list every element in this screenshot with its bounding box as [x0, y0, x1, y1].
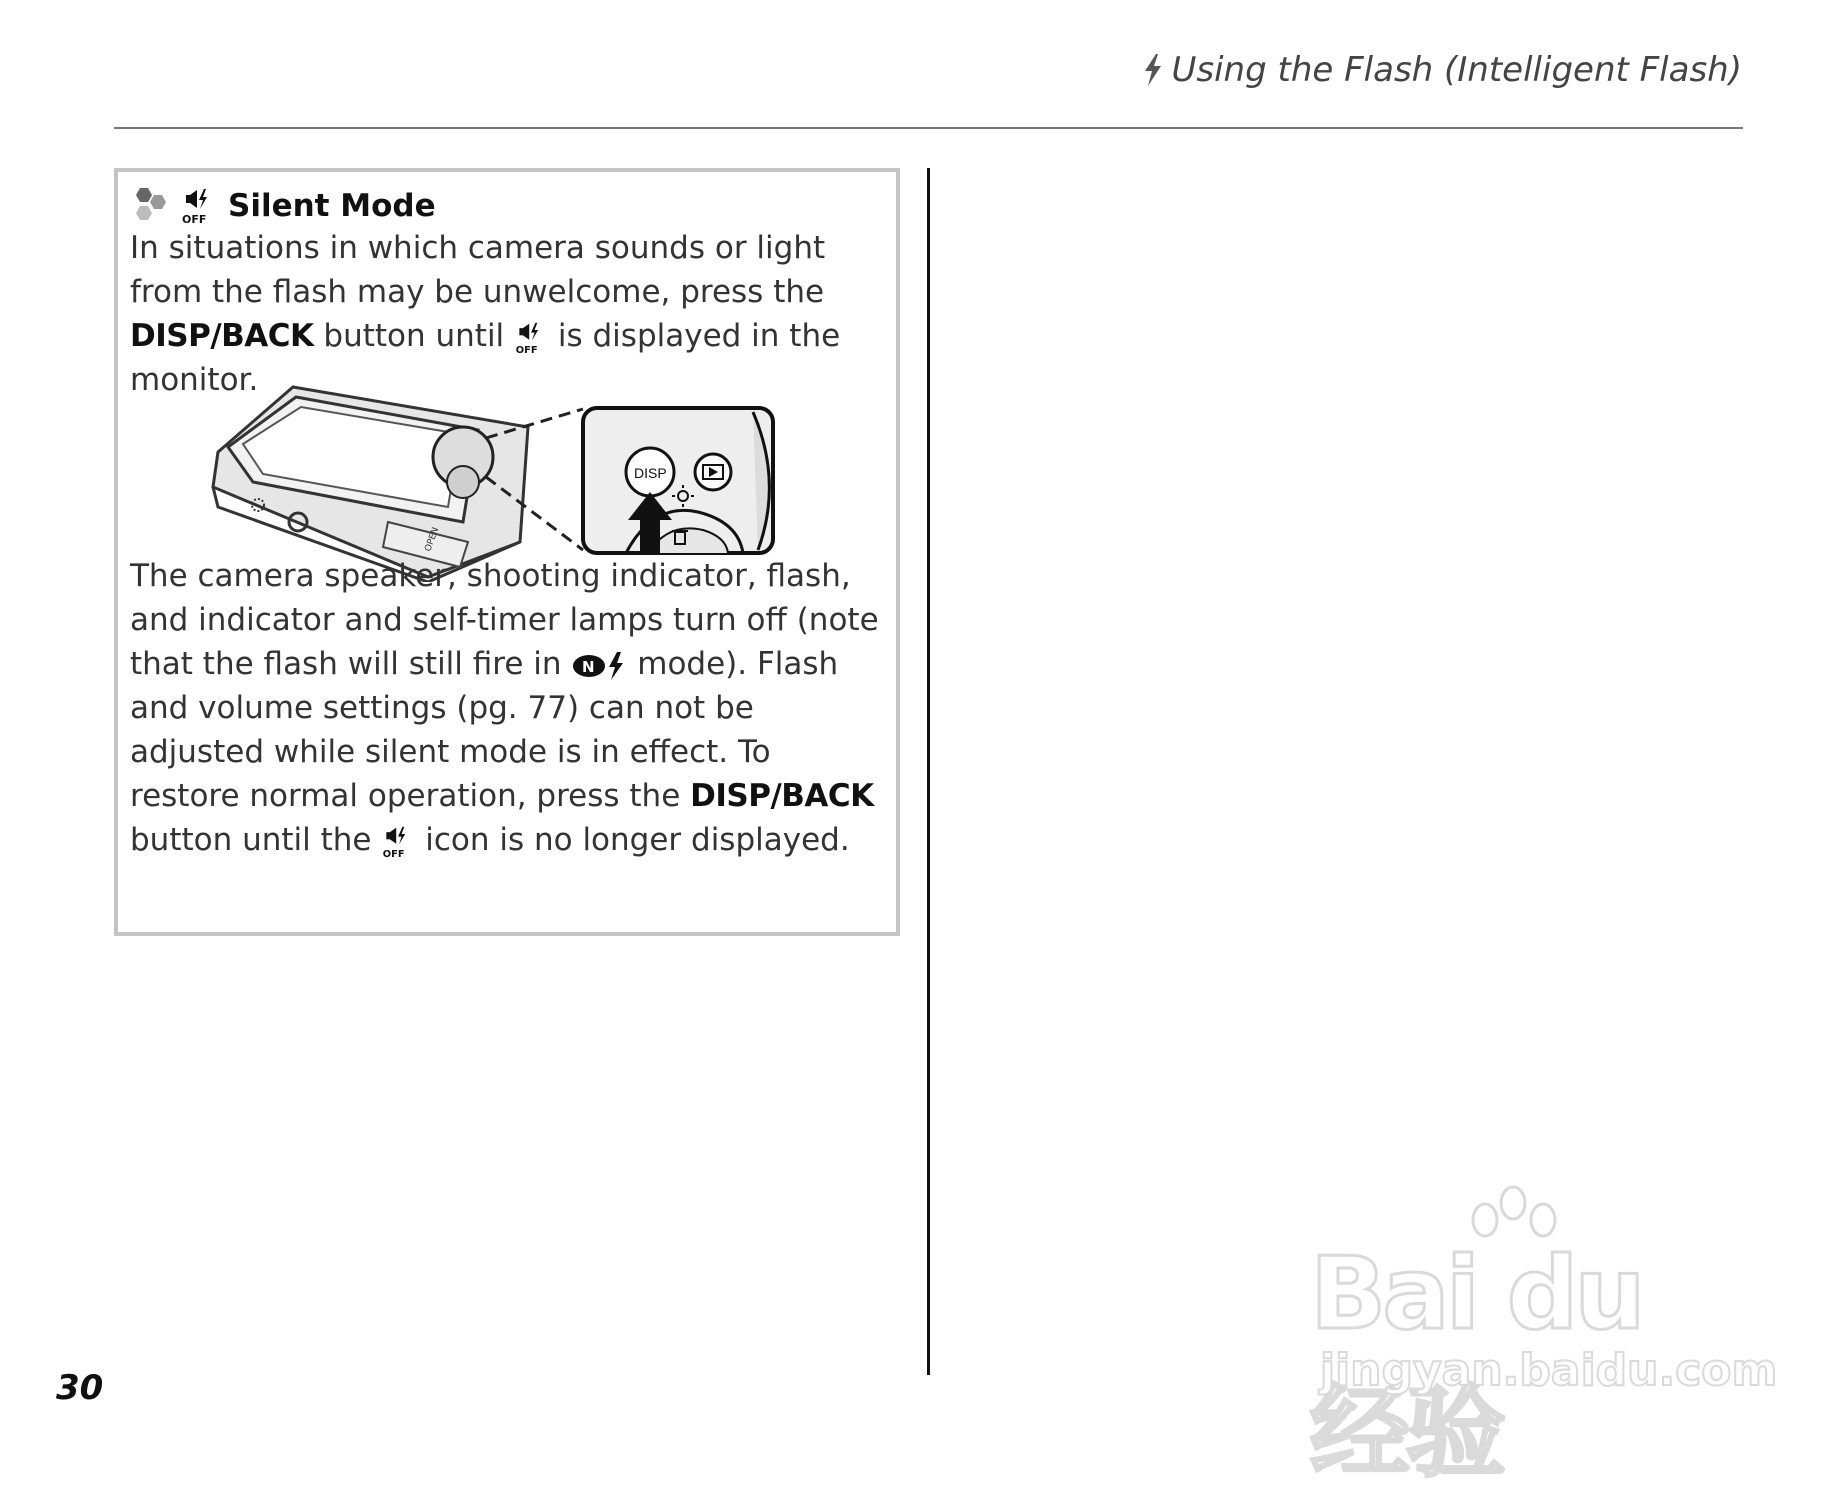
header-title: Using the Flash (Intelligent Flash)	[1171, 50, 1742, 90]
intro-text-3: is displayed in the monitor.	[130, 318, 841, 398]
zoom-panel	[583, 408, 773, 554]
intro-text-2: button until	[313, 318, 515, 354]
svg-text:N: N	[582, 657, 595, 676]
page-number: 30	[56, 1368, 104, 1408]
header-rule	[114, 127, 1743, 129]
open-label: OPEN	[423, 526, 442, 554]
box-title	[130, 184, 436, 228]
camera-body	[213, 387, 528, 582]
tip-hexagons-icon	[130, 186, 170, 226]
disp-button-label: DISP	[634, 465, 667, 481]
camera-illustration	[198, 372, 838, 582]
watermark-url: jingyan.baidu.com	[1320, 1345, 1778, 1396]
detail-text-3: button until the	[130, 822, 382, 858]
detail-text-2: mode). Flash and volume settings (pg. 77) can not be adjusted while silent mode is in effect. To restore normal operation, press the	[130, 646, 839, 814]
disp-back-label: DISP/BACK	[130, 318, 314, 354]
baidu-watermark	[1310, 1185, 1778, 1491]
silent-mode-icon	[514, 320, 548, 356]
svg-text:OFF: OFF	[515, 344, 538, 356]
detail-paragraph	[130, 554, 890, 862]
intelligent-flash-icon	[571, 651, 627, 681]
silent-mode-icon	[381, 824, 415, 860]
disp-back-label-2: DISP/BACK	[690, 778, 874, 814]
watermark-brand: Bai du 经验	[1310, 1235, 1642, 1491]
running-header	[1142, 50, 1742, 90]
column-divider	[927, 168, 930, 1375]
intro-text-1: In situations in which camera sounds or light from the flash may be unwelcome, press the	[130, 230, 826, 310]
flash-icon	[1142, 54, 1164, 86]
detail-text-4: icon is no longer displayed.	[415, 822, 850, 858]
box-title-text: Silent Mode	[228, 188, 436, 224]
detail-text-1: The camera speaker, shooting indicator, flash, and indicator and self-timer lamps turn off (note that the flash will still fire in	[130, 558, 879, 682]
svg-text:OFF: OFF	[383, 848, 405, 860]
svg-text:OFF: OFF	[182, 213, 207, 225]
silent-mode-box	[114, 168, 900, 936]
silent-mode-icon	[180, 187, 218, 225]
